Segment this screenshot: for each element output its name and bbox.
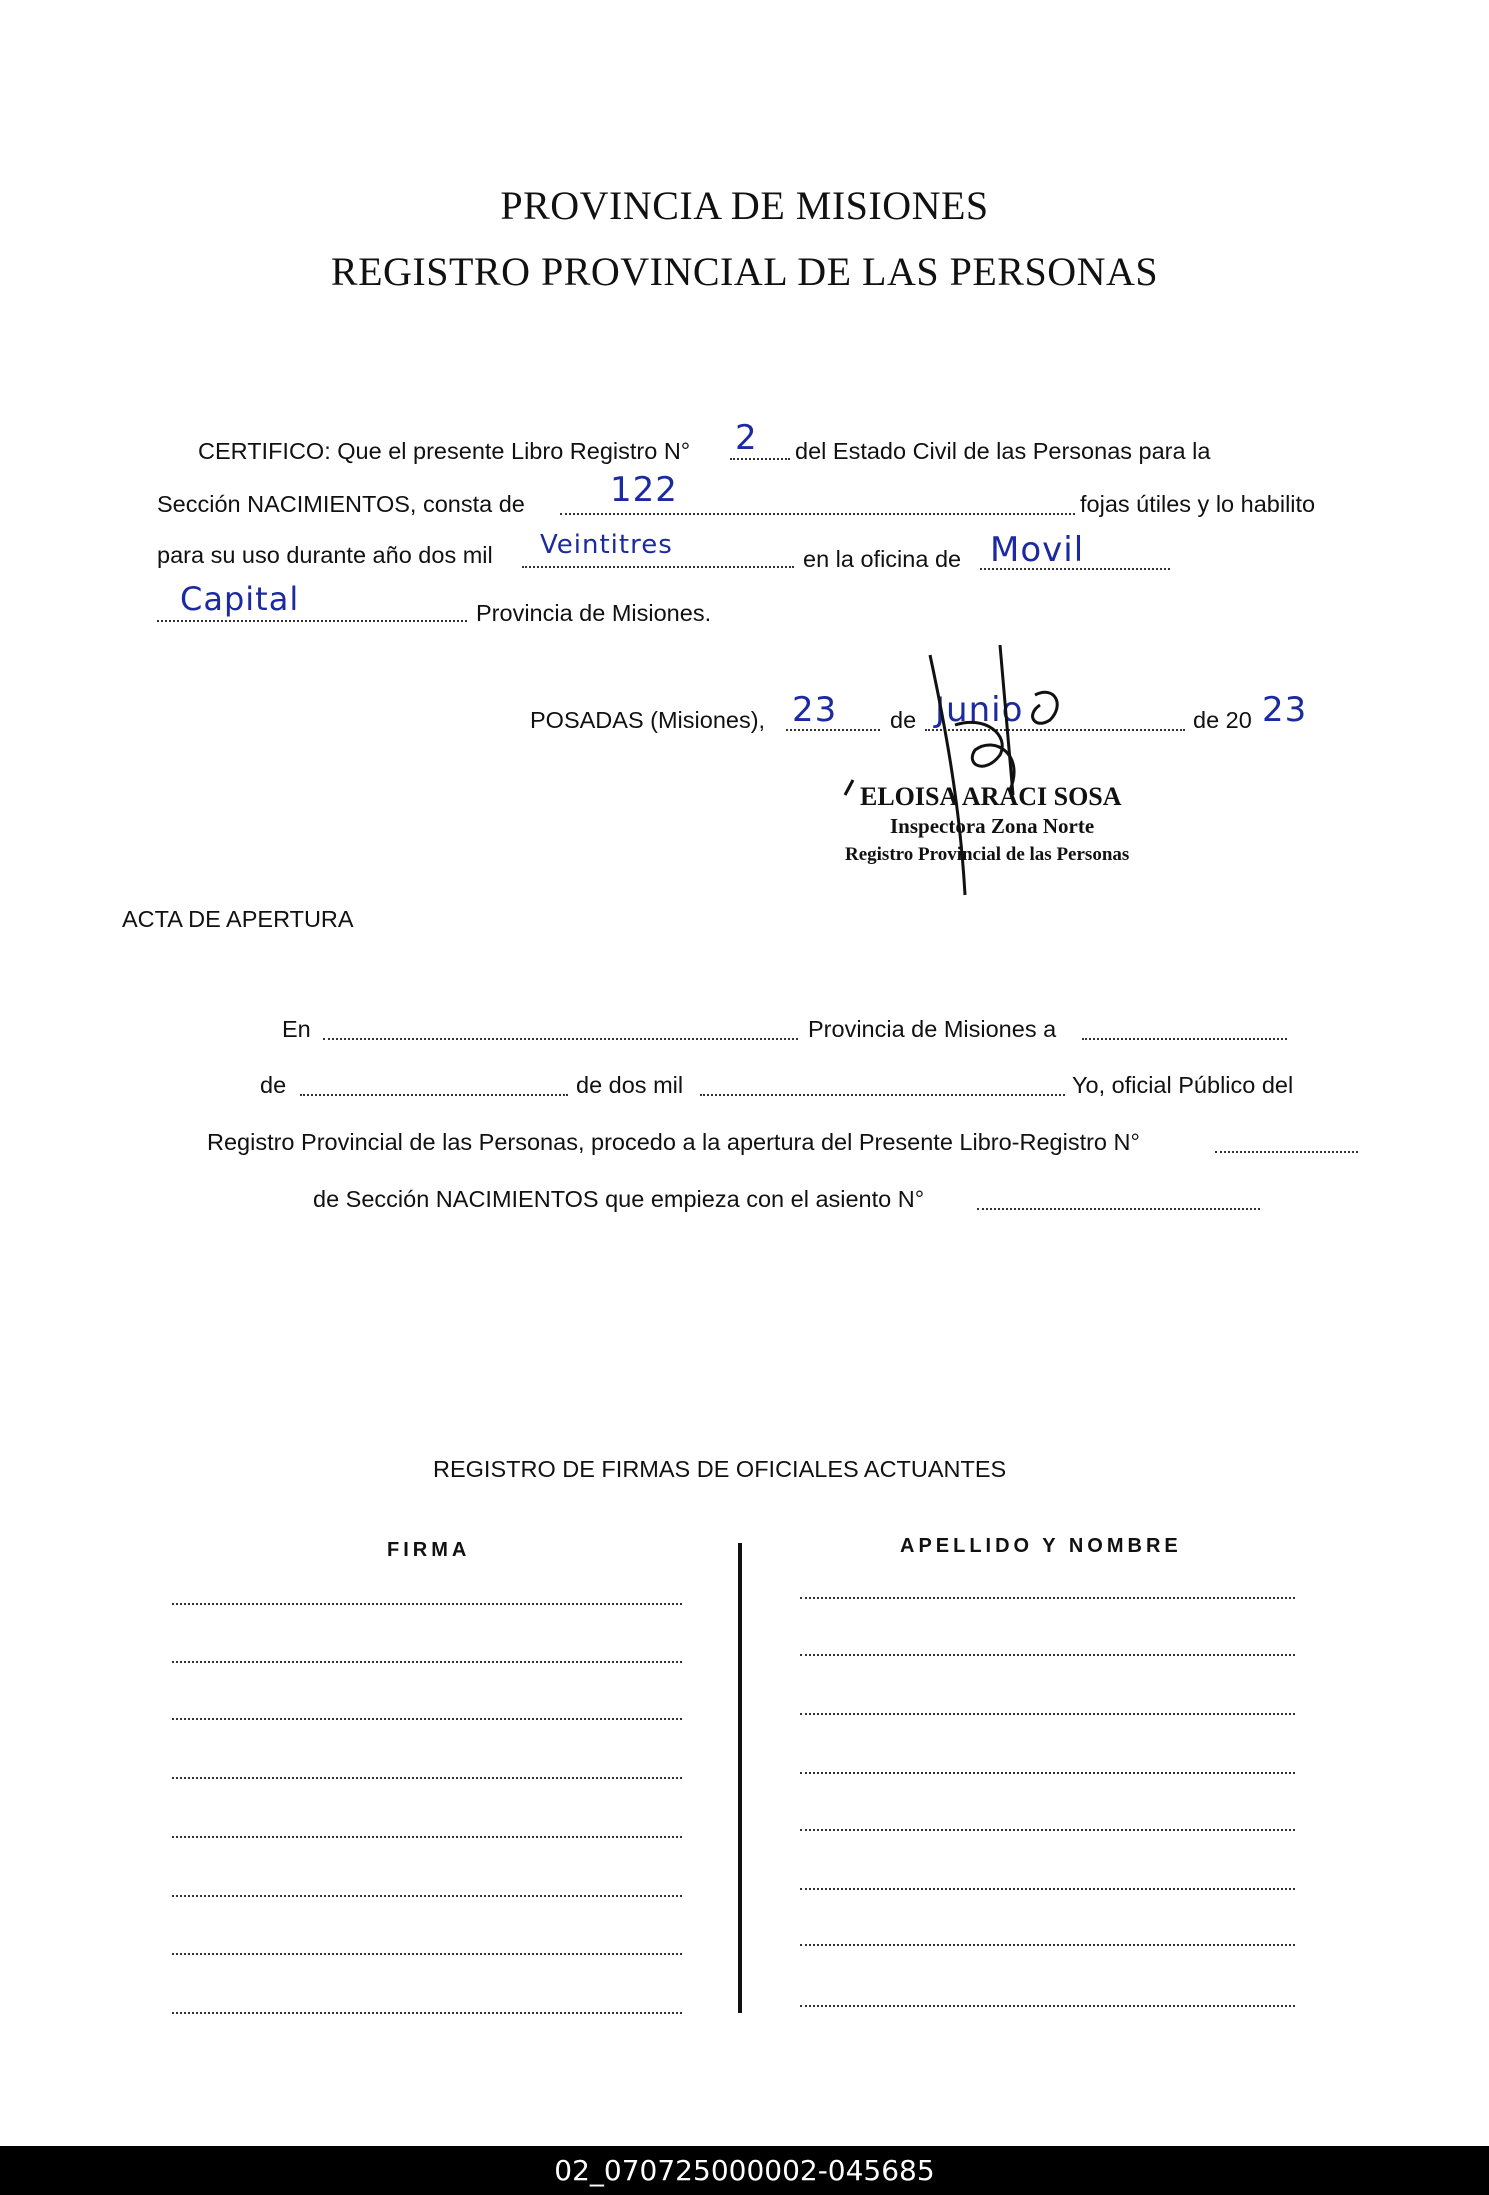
signature-row-nombre [800,1713,1295,1715]
date-day: 23 [792,690,838,730]
signature-row-firma [172,1895,682,1897]
acta-l2-oficial: Yo, oficial Público del [1072,1072,1294,1098]
acta-l1-en: En [282,1016,311,1042]
acta-l1-provincia: Provincia de Misiones a [808,1016,1057,1042]
date-de-2: de 20 [1193,707,1252,733]
cert-line1-start: CERTIFICO: Que el presente Libro Registro N° [198,438,691,464]
signatures-title: REGISTRO DE FIRMAS DE OFICIALES ACTUANTES [433,1456,1007,1482]
cert-line3-mid: en la oficina de [803,546,962,572]
cert-line1-end: del Estado Civil de las Personas para la [795,438,1211,464]
signature-row-nombre [800,1654,1295,1656]
acta-dots [977,1208,1260,1210]
header-title-1: PROVINCIA DE MISIONES [500,183,989,228]
signature-row-firma [172,1953,682,1955]
cert-office-2: Capital [180,580,300,618]
date-month: Junio [935,690,1024,730]
column-divider [738,1543,742,2013]
cert-office: Movil [990,530,1085,570]
acta-dots [300,1094,568,1096]
signature-row-nombre [800,1597,1295,1599]
cert-line2-start: Sección NACIMIENTOS, consta de [157,491,525,517]
date-de-1: de [890,707,917,733]
footer-code: 02_070725000002-045685 [0,2146,1489,2195]
cert-line2-end: fojas útiles y lo habilito [1080,491,1316,517]
acta-l3: Registro Provincial de las Personas, procedo a la apertura del Presente Libro-Registro N° [207,1129,1140,1155]
date-place: POSADAS (Misiones), [530,707,766,733]
acta-l2-de: de [260,1072,287,1098]
stamp-office: Registro Provincial de las Personas [845,844,1130,865]
acta-dots [323,1038,798,1040]
signature-row-firma [172,1836,682,1838]
stamp-role: Inspectora Zona Norte [890,814,1095,838]
cert-dots [157,620,467,622]
signature-row-firma [172,1718,682,1720]
acta-dots [1082,1038,1287,1040]
date-year: 23 [1262,690,1308,730]
signature-row-firma [172,2012,682,2014]
cert-year-words: Veintitres [540,530,673,560]
acta-dots [1215,1151,1358,1153]
cert-dots [560,513,1075,515]
signature-row-firma [172,1603,682,1605]
cert-line3-start: para su uso durante año dos mil [157,542,493,568]
cert-dots [522,566,794,568]
cert-book-number: 2 [735,418,758,458]
cert-dots [730,458,790,460]
stamp-signature [835,645,1135,915]
signature-row-firma [172,1661,682,1663]
acta-dots [700,1094,1065,1096]
acta-title: ACTA DE APERTURA [122,906,354,932]
column-firma: FIRMA [387,1539,471,1561]
signature-row-nombre [800,1944,1295,1946]
signature-row-firma [172,1777,682,1779]
signature-row-nombre [800,1888,1295,1890]
signature-row-nombre [800,1829,1295,1831]
signature-row-nombre [800,2005,1295,2007]
signature-row-nombre [800,1772,1295,1774]
acta-l2-dos-mil: de dos mil [576,1072,684,1098]
acta-l4: de Sección NACIMIENTOS que empieza con el asiento N° [313,1186,925,1212]
header-title-2: REGISTRO PROVINCIAL DE LAS PERSONAS [330,249,1159,294]
column-apellido-nombre: APELLIDO Y NOMBRE [900,1535,1182,1557]
stamp-name: ELOISA ARACI SOSA [860,782,1122,811]
cert-line4: Provincia de Misiones. [476,600,712,626]
cert-pages: 122 [610,470,678,510]
